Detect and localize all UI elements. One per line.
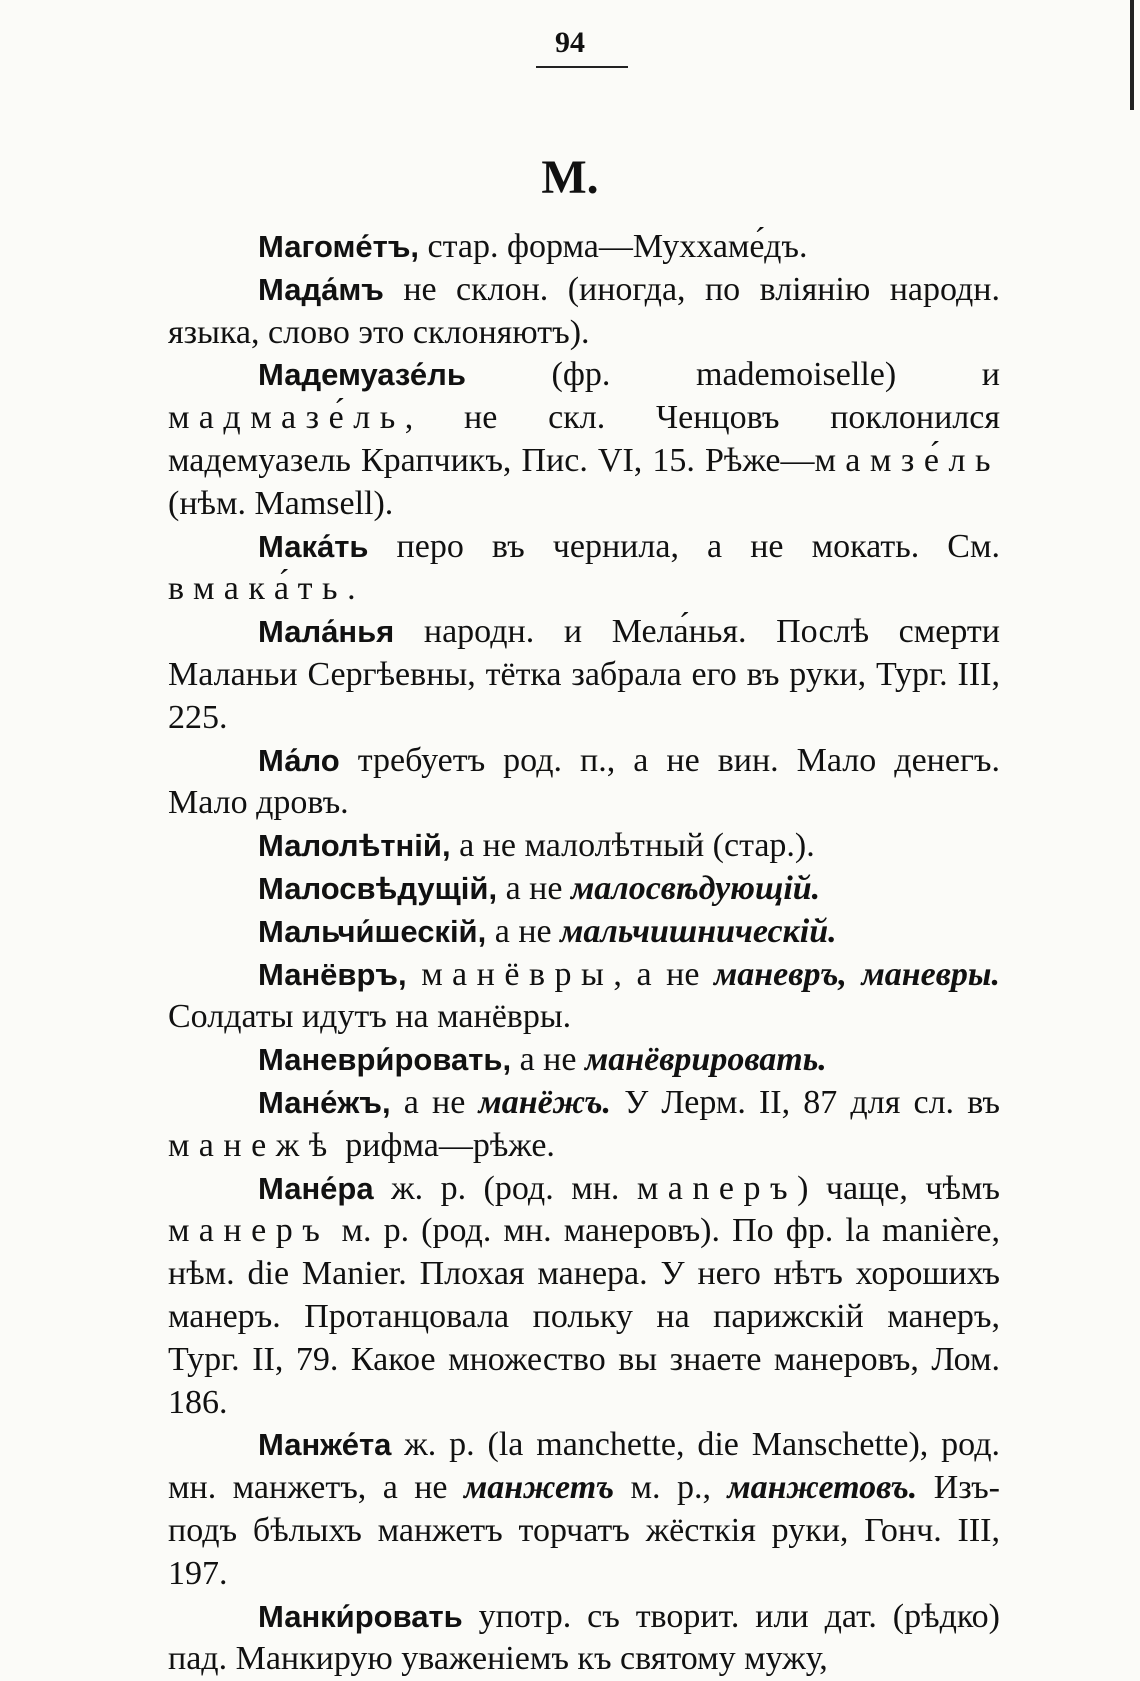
italic-form: манёврировать. <box>585 1041 827 1078</box>
spaced-word: вмака́ть <box>168 570 347 607</box>
dictionary-entry <box>168 740 1000 826</box>
headword: Мане́жъ, <box>258 1085 391 1120</box>
entry-text: (фр. mademoiselle) и <box>466 356 1000 393</box>
entry-text: народн. и Мела́нья. Послѣ смерти Маланьи Сергѣевны, тётка забрала его въ руки, Тург. III, 225. <box>168 613 1000 736</box>
dictionary-entry <box>168 526 1000 612</box>
entry-text <box>407 956 422 993</box>
dictionary-entry <box>168 911 1000 954</box>
entry-text: Изъ-подъ бѣлыхъ манжетъ торчатъ жёсткія руки, Гонч. III, 197. <box>168 1469 1000 1592</box>
section-letter: М. <box>0 150 1140 205</box>
entry-text: У Лерм. II, 87 для сл. въ <box>611 1084 1000 1121</box>
entry-text: . <box>347 570 356 607</box>
spaced-word: манеръ <box>168 1212 329 1249</box>
headword: Манже́та <box>258 1427 391 1462</box>
italic-form: маневръ, маневры. <box>714 956 1000 993</box>
headword: Мадемуазе́ль <box>258 357 466 392</box>
entry-text: (нѣм. Mamsell). <box>168 485 393 522</box>
headword: Мане́ра <box>258 1171 374 1206</box>
headword: Мала́нья <box>258 614 394 649</box>
entry-text: м. р. (род. мн. манеровъ). По фр. la manière, нѣм. die Manier. Плохая манера. У него нѣтъ хорошихъ манеръ. Протанцовала польку на парижскій манеръ, Тург. II, 79. Какое множество вы знаете манеровъ, Лом. 186. <box>168 1212 1000 1420</box>
headword: Магоме́тъ, <box>258 229 419 264</box>
entry-text: а не <box>497 870 571 907</box>
italic-form: малосвѣдующій. <box>571 870 820 907</box>
dictionary-entry <box>168 1424 1000 1595</box>
italic-form: манжетовъ. <box>727 1469 917 1506</box>
dictionary-entry <box>168 1596 1000 1681</box>
entry-text: перо въ чернила, а не мокать. См. <box>368 528 1000 565</box>
spaced-word: манёвры <box>421 956 613 993</box>
entry-text: Солдаты идутъ на манёвры. <box>168 998 571 1035</box>
entry-text: м. р., <box>614 1469 727 1506</box>
dictionary-entry <box>168 868 1000 911</box>
italic-form: манёжъ. <box>478 1084 611 1121</box>
entry-text: ж. р. (la manchette, die Manschette), род. мн. манжетъ, а не <box>168 1426 1000 1506</box>
dictionary-entry <box>168 611 1000 739</box>
headword: Ма́ло <box>258 743 340 778</box>
entry-text: рифма—рѣже. <box>337 1127 555 1164</box>
headword: Малосвѣдущій, <box>258 871 497 906</box>
spaced-word: мадмазе́ль <box>168 399 405 436</box>
entry-text: ) чаще, чѣмъ <box>797 1170 1000 1207</box>
headword: Мада́мъ <box>258 272 384 307</box>
italic-form: манжетъ <box>464 1469 614 1506</box>
entry-text: не склон. (иногда, по вліянію народн. языка, слово это склоняютъ). <box>168 271 1000 351</box>
dictionary-entry <box>168 269 1000 355</box>
spaced-word: манежѣ <box>168 1127 337 1164</box>
entry-text: а не <box>391 1084 479 1121</box>
headword: Мака́ть <box>258 529 368 564</box>
entry-text: , а не <box>613 956 714 993</box>
spaced-word: маneръ <box>637 1170 797 1207</box>
headword: Манёвръ, <box>258 957 407 992</box>
entry-text: требуетъ род. п., а не вин. Мало денегъ. Мало дровъ. <box>168 742 1000 822</box>
headword: Малолѣтній, <box>258 828 451 863</box>
dictionary-entry <box>168 226 1000 269</box>
dictionary-body <box>168 226 1000 1681</box>
spaced-word: мамзе́ль <box>814 442 1000 479</box>
entry-text: а не <box>486 913 560 950</box>
italic-form: мальчишническій. <box>560 913 837 950</box>
headword: Манки́ровать <box>258 1599 463 1634</box>
headword: Маневри́ровать, <box>258 1042 511 1077</box>
entry-text: а не малолѣтный (стар.). <box>451 827 815 864</box>
entry-text: употр. съ творит. или дат. (рѣдко) пад. Манкирую уваженіемъ къ святому мужу, <box>168 1598 1000 1678</box>
dictionary-entry <box>168 1168 1000 1425</box>
dictionary-entry <box>168 354 1000 525</box>
entry-text: стар. форма—Муххаме́дъ. <box>419 228 807 265</box>
entry-text: а не <box>511 1041 585 1078</box>
headword: Мальчи́шескій, <box>258 914 486 949</box>
entry-text: ж. р. (род. мн. <box>374 1170 637 1207</box>
dictionary-entry <box>168 1039 1000 1082</box>
dictionary-entry <box>168 954 1000 1040</box>
entry-text: , не скл. Ченцовъ поклонился мадемуазель Крапчикъ, Пис. VI, 15. Рѣже— <box>168 399 1000 479</box>
dictionary-entry <box>168 1082 1000 1168</box>
page-number: 94 <box>0 26 1140 60</box>
page-number-rule <box>536 66 628 68</box>
dictionary-entry <box>168 825 1000 868</box>
